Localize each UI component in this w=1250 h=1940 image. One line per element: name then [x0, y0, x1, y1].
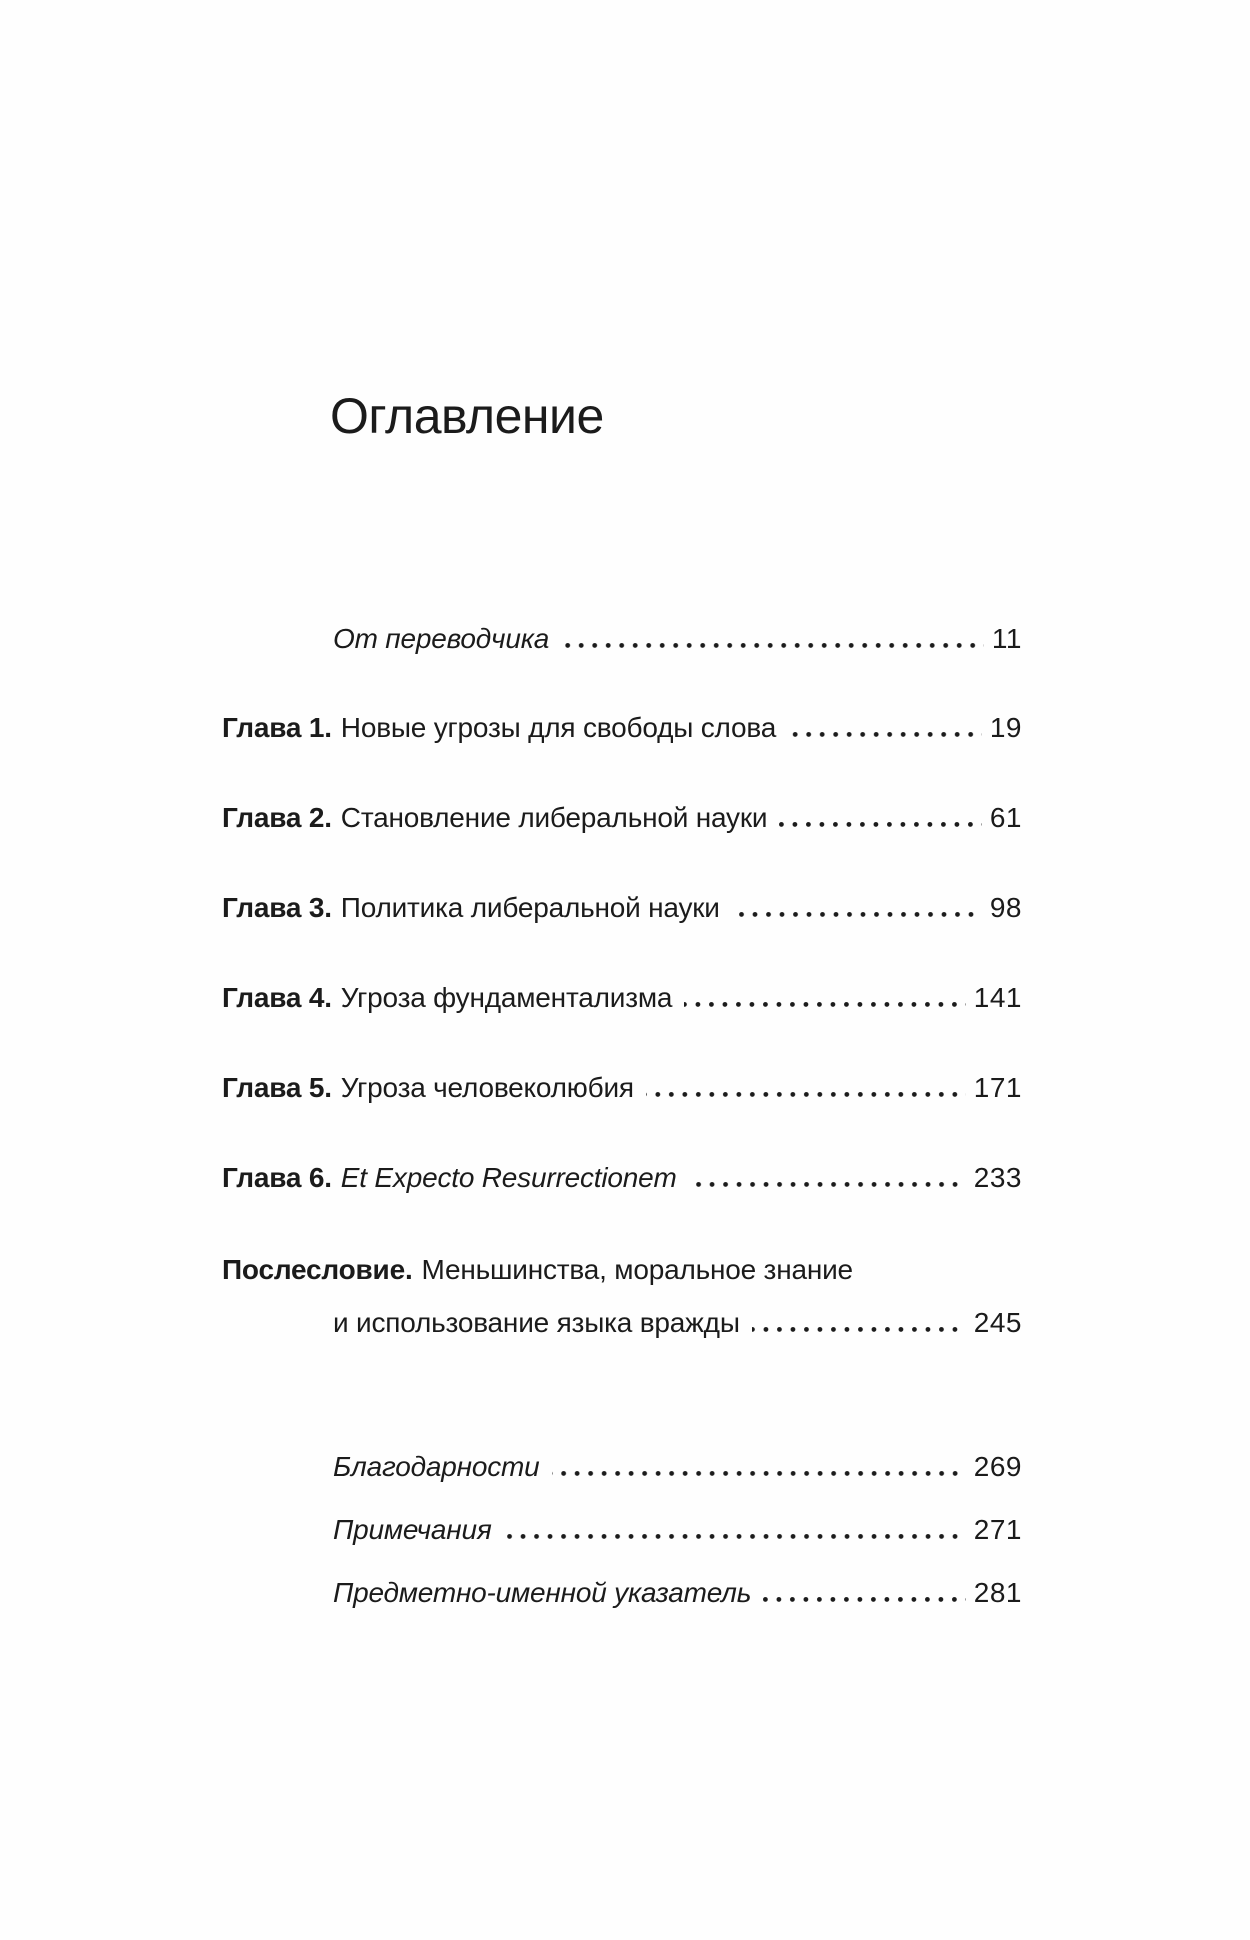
chapter-label: Глава 3.: [222, 892, 332, 923]
page-number: 281: [973, 1577, 1022, 1608]
toc-entry-chapter-5: [222, 1071, 1022, 1105]
page-number: 233: [973, 1162, 1022, 1193]
page-number: 269: [973, 1451, 1022, 1482]
dot-leader: [504, 1534, 966, 1539]
toc-entry-title: Примечания: [333, 1514, 492, 1545]
toc-entry-chapter-2: [222, 801, 1022, 835]
afterword-label: Послесловие.: [222, 1254, 413, 1285]
toc-entry-chapter-3: [222, 891, 1022, 925]
page-title: Оглавление: [330, 387, 604, 444]
toc-entry-chapter-1: [222, 711, 1022, 745]
toc-entry-title: Предметно-именной указатель: [333, 1577, 752, 1608]
dot-leader: [646, 1092, 966, 1097]
dot-leader: [732, 912, 982, 917]
toc-entry-translator-note: [333, 622, 1022, 656]
toc-entry-title: Угроза человеколюбия: [340, 1072, 634, 1103]
chapter-label: Глава 6.: [222, 1162, 332, 1193]
dot-leader: [689, 1182, 966, 1187]
dot-leader: [684, 1002, 966, 1007]
page-number: 271: [973, 1514, 1022, 1545]
page-number: 19: [989, 712, 1022, 743]
toc-entry-title: От переводчика: [333, 623, 550, 654]
chapter-label: Глава 4.: [222, 982, 332, 1013]
chapter-label: Глава 5.: [222, 1072, 332, 1103]
toc-entry-title: Политика либеральной науки: [340, 892, 720, 923]
dot-leader: [561, 643, 984, 648]
toc-entry-title: Et Expecto Resurrectionem: [340, 1162, 677, 1193]
toc-entry-title: Становление либеральной науки: [340, 802, 768, 833]
toc-entry-chapter-6: [222, 1161, 1022, 1195]
toc-entry-afterword-line2: [333, 1306, 1022, 1340]
toc-entry-title: и использование языка вражды: [333, 1307, 740, 1338]
chapter-label: Глава 1.: [222, 712, 332, 743]
page-number: 98: [989, 892, 1022, 923]
toc-entry-afterword-line1: [222, 1253, 1022, 1287]
page-number: 141: [973, 982, 1022, 1013]
chapter-label: Глава 2.: [222, 802, 332, 833]
toc-entry-title: Угроза фундаментализма: [340, 982, 673, 1013]
toc-entry-notes: [333, 1513, 1022, 1547]
dot-leader: [779, 822, 982, 827]
dot-leader: [788, 732, 982, 737]
toc-entry-chapter-4: [222, 981, 1022, 1015]
dot-leader: [752, 1327, 966, 1332]
page-number: 245: [973, 1307, 1022, 1338]
toc-entry-index: [333, 1576, 1022, 1610]
toc-entry-title: Меньшинства, моральное знание: [421, 1254, 853, 1285]
toc-entry-title: Новые угрозы для свободы слова: [340, 712, 777, 743]
dot-leader: [552, 1471, 966, 1476]
toc-entry-title: Благодарности: [333, 1451, 540, 1482]
page-number: 61: [989, 802, 1022, 833]
dot-leader: [763, 1597, 965, 1602]
page-number: 171: [973, 1072, 1022, 1103]
toc-entry-acknowledgements: [333, 1450, 1022, 1484]
page-number: 11: [991, 623, 1022, 654]
